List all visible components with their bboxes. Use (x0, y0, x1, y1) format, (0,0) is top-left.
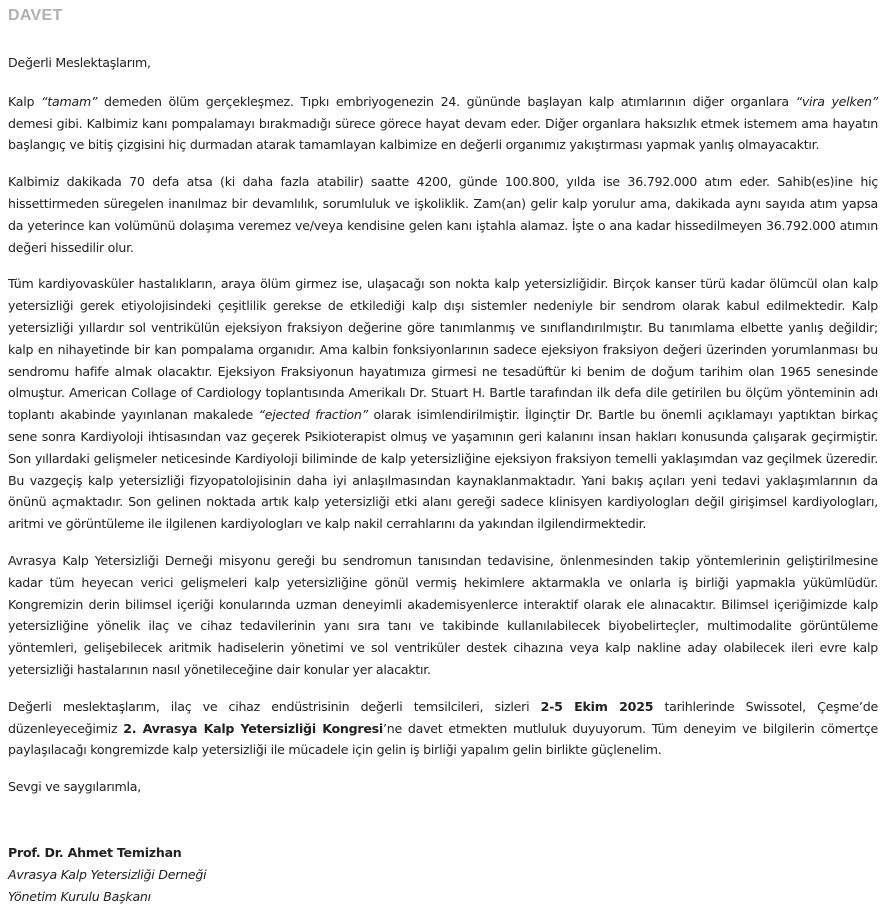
paragraph-3-text-c: olarak isimlendirilmiştir. İlginçtir Dr. Bartle bu önemli açıklamayı yaptıktan birkaç sene sonra Kardiyoloji ihtisasından vaz geçerek Psikioterapist olmuş ve yaşamının geri kalanını insan hakları konusunda çalışarak geçirmiştir. Son yıllardaki gelişmeler neticesinde Kardiyoloji biliminde de kalp yetersizliğine ejeksiyon fraksiyon temelli yaklaşımdan vaz geçilmek üzeredir. Bu vazgeçiş kalp yetersizliği fizyopatolojisinin daha iyi anlaşılmasından kaynaklanmaktadır. Yani bakış açıları yeni tedavi yaklaşımlarının da önünü açmaktadır. Son gelinen noktada artık kalp yetersizliği etki alanı gereği sadece klinisyen kardiyologları değil girişimsel kardiyologları, aritmi ve görüntüleme ile ilgilenen kardiyologları ve kalp nakil cerrahlarını da yakından ilgilendirmektedir. (8, 407, 878, 531)
paragraph-5-text-a: Değerli meslektaşlarım, ilaç ve cihaz endüstrisinin değerli temsilcileri, sizleri (8, 699, 541, 714)
paragraph-3-text-a: Tüm kardiyovasküler hastalıkların, araya ölüm girmez ise, ulaşacağı son nokta kalp yetersizliğidir. Birçok kanser türü kadar ölümcül olan kalp yetersizliği gerek etiyolojisindeki çeşitlilik gerekse de etkilediği kalp dışı sistemler nedeniyle bir sendrom olarak kabul edilmektedir. Kalp yetersizliği yıllardır sol ventrikülün ejeksiyon fraksiyon değerine göre tanımlanmış ve sınıflandırılmıştır. Bu tanımlama elbette yanlış değildir; kalp en nihayetinde bir kan pompalama organıdır. Ama kalbin fonksiyonlarının sadece ejeksiyon fraksiyon değeri üzerinden yorumlanması bu sendromu hafife almak olacaktır. Ejeksiyon Fraksiyonun hayatımıza girmesi ne tesadüftür ki benim de doğum tarihim olan 1965 senesinde olmuştur. American Collage of Cardiology toplantısında Amerikalı Dr. Stuart H. Bartle tarafından ilk defa dile getirilen bu ölçüm yönteminin adı toplantı akabinde yayınlanan makalede (8, 276, 878, 422)
paragraph-5 (8, 696, 878, 761)
paragraph-5-text-c: tarihlerinde Swissotel, Çeşme’de düzenleyeceğimiz (8, 699, 878, 736)
page-title: DAVET (8, 6, 878, 26)
paragraph-1-text-a: Kalp (8, 94, 41, 109)
greeting: Değerli Meslektaşlarım, (8, 52, 878, 74)
congress-name: 2. Avrasya Kalp Yetersizliği Kongresi (123, 721, 383, 736)
event-dates: 2-5 Ekim 2025 (541, 699, 654, 714)
paragraph-1-text-e: demesi gibi. Kalbimiz kanı pompalamayı bırakmadığı sürece görece hayat devam eder. Diğer organlara haksızlık etmek istemem ama hayatın başlangıç ve bitiş çizgisini hiç durmadan atarak tamamlayan kalbimize en değerli organımız yakıştırması yapmak yanlış olmayacaktır. (8, 116, 878, 153)
quote-ejected-fraction: “ejected fraction” (259, 407, 368, 422)
paragraph-1-text-c: demeden ölüm gerçekleşmez. Tıpkı embriyogenezin 24. gününde başlayan kalp atımlarının diğer organlara (97, 94, 795, 109)
signature-block (8, 842, 878, 907)
paragraph-3 (8, 273, 878, 535)
signature-name: Prof. Dr. Ahmet Temizhan (8, 842, 878, 864)
signature-role: Yönetim Kurulu Başkanı (8, 886, 878, 907)
paragraph-1 (8, 91, 878, 156)
closing: Sevgi ve saygılarımla, (8, 776, 878, 798)
paragraph-4: Avrasya Kalp Yetersizliği Derneği misyonu gereği bu sendromun tanısından tedavisine, önlenmesinden takip yöntemlerinin geliştirilmesine kadar tüm heyecan verici gelişmeleri kalp yetersizliğine gönül vermiş hekimlere aktarmakla ve onlarla iş birliği yapmakla yükümlüdür. Kongremizin derin bilimsel içeriği konularında uzman deneyimli akademisyenlerce interaktif olarak ele alınacaktır. Bilimsel içeriğimizde kalp yetersizliğine yönelik ilaç ve cihaz tedavilerinin yanı sıra tanı ve takibinde kullanılabilecek biyobelirteçler, multimodalite görüntüleme yöntemleri, gelişebilecek aritmik hadiselerin yönetimi ve sol ventriküler destek cihazına veya kalp nakline aday olabilecek ileri evre kalp yetersizliği hastalarının nasıl yönetileceğine dair konular yer alacaktır. (8, 550, 878, 681)
signature-organization: Avrasya Kalp Yetersizliği Derneği (8, 864, 878, 886)
quote-vira-yelken: “vira yelken” (796, 94, 878, 109)
paragraph-2: Kalbimiz dakikada 70 defa atsa (ki daha fazla atabilir) saatte 4200, günde 100.800, yılda ise 36.792.000 atım eder. Sahib(es)ine hiç hissettirmeden süregelen inanılmaz bir devamlılık, sorumluluk ve işkoliklik. Zam(an) gelir kalp yorulur ama, dakikada aynı sayıda atım yapsa da yeterince kan volümünü dolaşıma veremez ve/veya kendisine gelen kanı iştahla alamaz. İşte o ana kadar hissedilmeyen 36.792.000 atımın değeri hissedilir olur. (8, 171, 878, 258)
paragraph-5-text-e: ’ne davet etmekten mutluluk duyuyorum. Tüm deneyim ve bilgilerin cömertçe paylaşılacağı kongremizde kalp yetersizliği ile mücadele için gelin iş birliği yapalım gelin birlikte güçlenelim. (8, 721, 878, 758)
quote-tamam: “tamam” (41, 94, 97, 109)
